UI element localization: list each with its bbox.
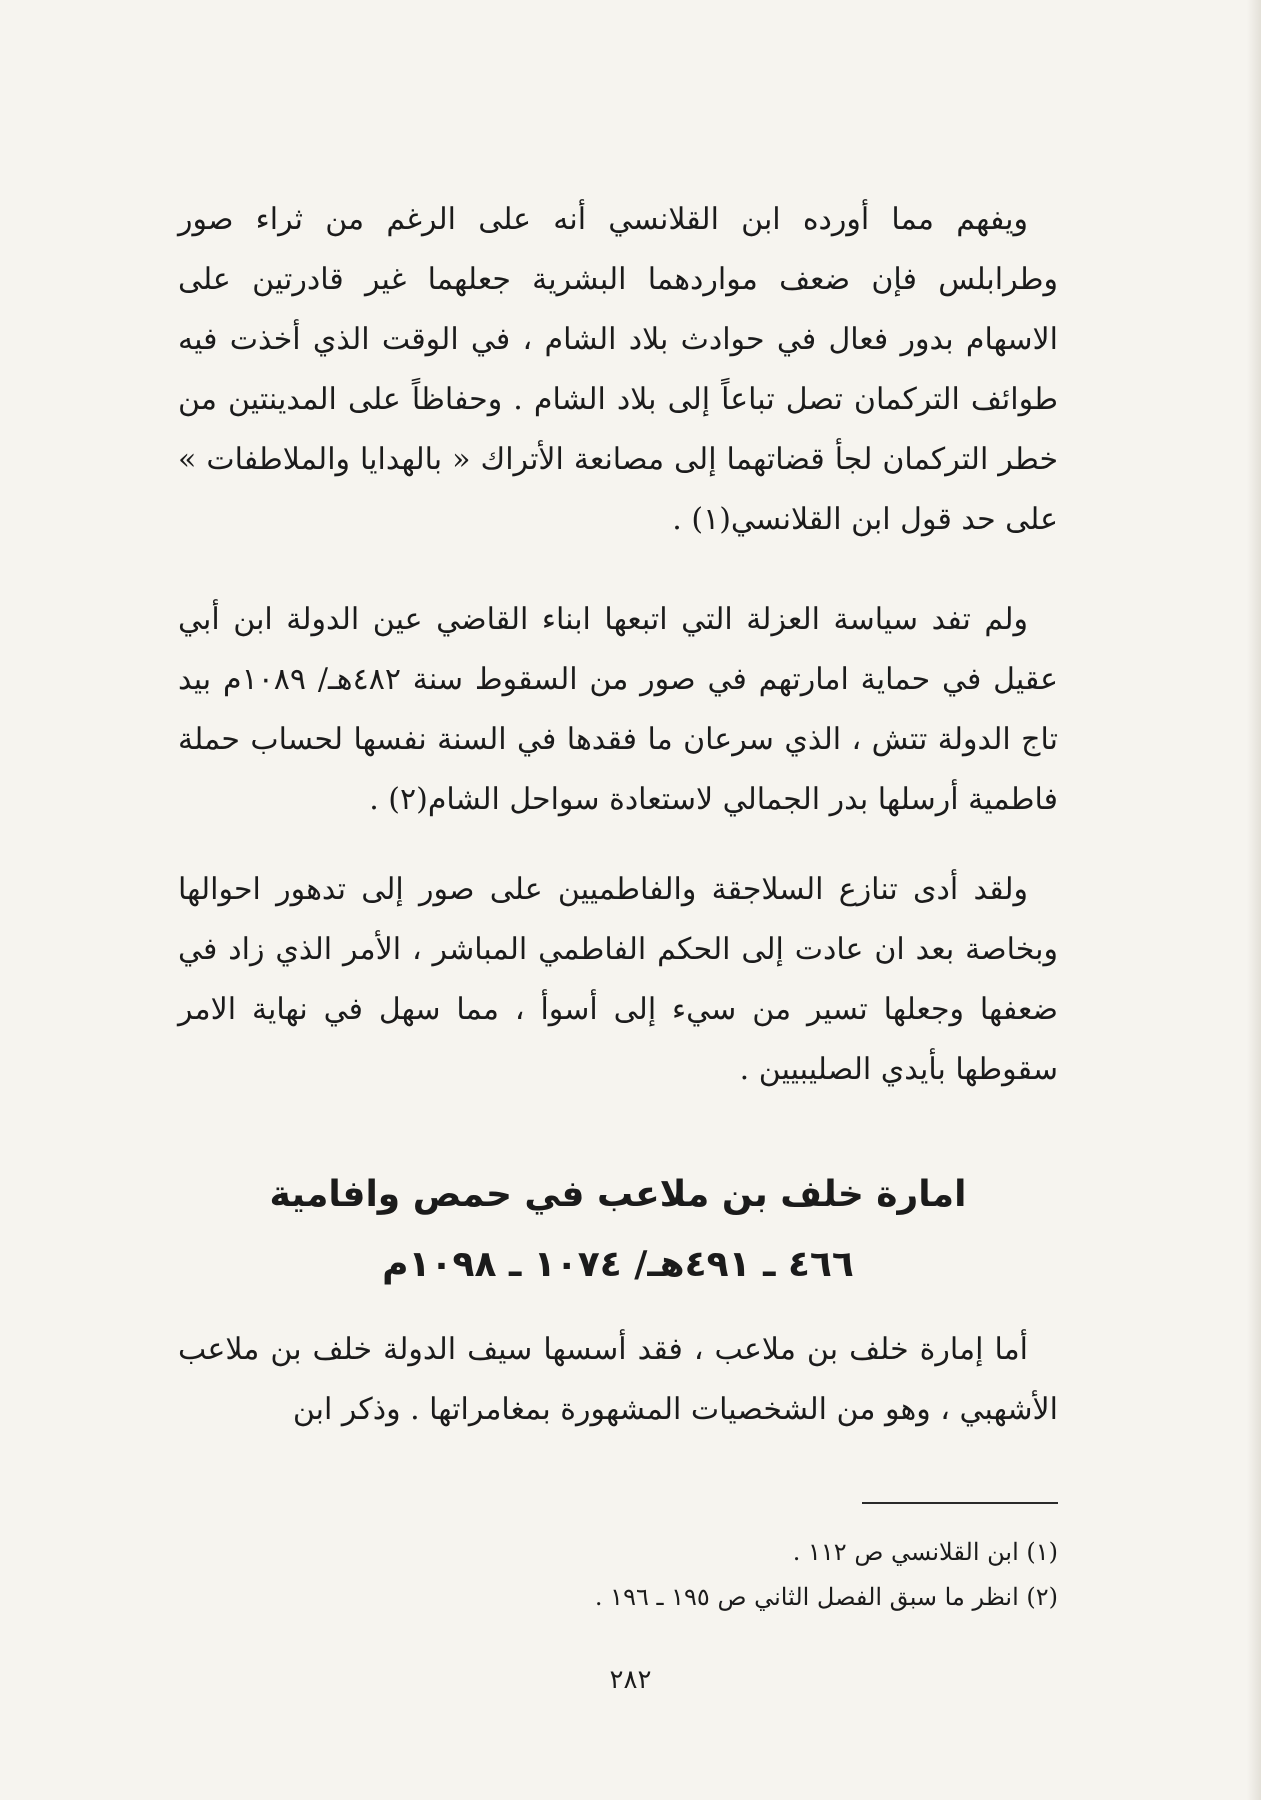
paragraph-4 bbox=[178, 1320, 1058, 1440]
section-heading-dates: ٤٦٦ ـ ٤٩١هـ/ ١٠٧٤ ـ ١٠٩٨م bbox=[382, 1244, 854, 1285]
page-edge-shadow bbox=[1247, 0, 1261, 1800]
paragraph-text: أما إمارة خلف بن ملاعب ، فقد أسسها سيف الدولة خلف بن ملاعب الأشهبي ، وهو من الشخصيات المشهورة بمغامراتها . وذكر ابن bbox=[178, 1332, 1058, 1427]
paragraph-1 bbox=[178, 190, 1058, 550]
page-number: ٢٨٢ bbox=[609, 1665, 652, 1695]
paragraph-3 bbox=[178, 860, 1058, 1100]
footnotes bbox=[178, 1530, 1058, 1620]
paragraph-2 bbox=[178, 590, 1058, 830]
paragraph-text: ويفهم مما أورده ابن القلانسي أنه على الرغم من ثراء صور وطرابلس فإن ضعف مواردهما البشرية جعلهما غير قادرتين على الاسهام بدور فعال في حوادث بلاد الشام ، في الوقت الذي أخذت فيه طوائف التركمان تصل تباعاً إلى بلاد الشام . وحفاظاً على المدينتين من خطر التركمان لجأ قضاتهما إلى مصانعة الأتراك « بالهدايا والملاطفات » على حد قول ابن القلانسي(١) . bbox=[178, 202, 1058, 537]
section-heading-title: امارة خلف بن ملاعب في حمص وافامية bbox=[269, 1174, 967, 1215]
paragraph-text: ولم تفد سياسة العزلة التي اتبعها ابناء القاضي عين الدولة ابن أبي عقيل في حماية امارتهم في صور من السقوط سنة ٤٨٢هـ/ ١٠٨٩م بيد تاج الدولة تتش ، الذي سرعان ما فقدها في السنة نفسها لحساب حملة فاطمية أرسلها بدر الجمالي لاستعادة سواحل الشام(٢) . bbox=[178, 602, 1058, 817]
footnote-1: (١) ابن القلانسي ص ١١٢ . bbox=[792, 1538, 1058, 1566]
footnote-2: (٢) انظر ما سبق الفصل الثاني ص ١٩٥ ـ ١٩٦ . bbox=[594, 1583, 1058, 1611]
paragraph-text: ولقد أدى تنازع السلاجقة والفاطميين على صور إلى تدهور احوالها وبخاصة بعد ان عادت إلى الحكم الفاطمي المباشر ، الأمر الذي زاد في ضعفها وجعلها تسير من سيء إلى أسوأ ، مما سهل في نهاية الامر سقوطها بأيدي الصليبيين . bbox=[178, 872, 1058, 1087]
footnote-divider bbox=[862, 1502, 1058, 1504]
